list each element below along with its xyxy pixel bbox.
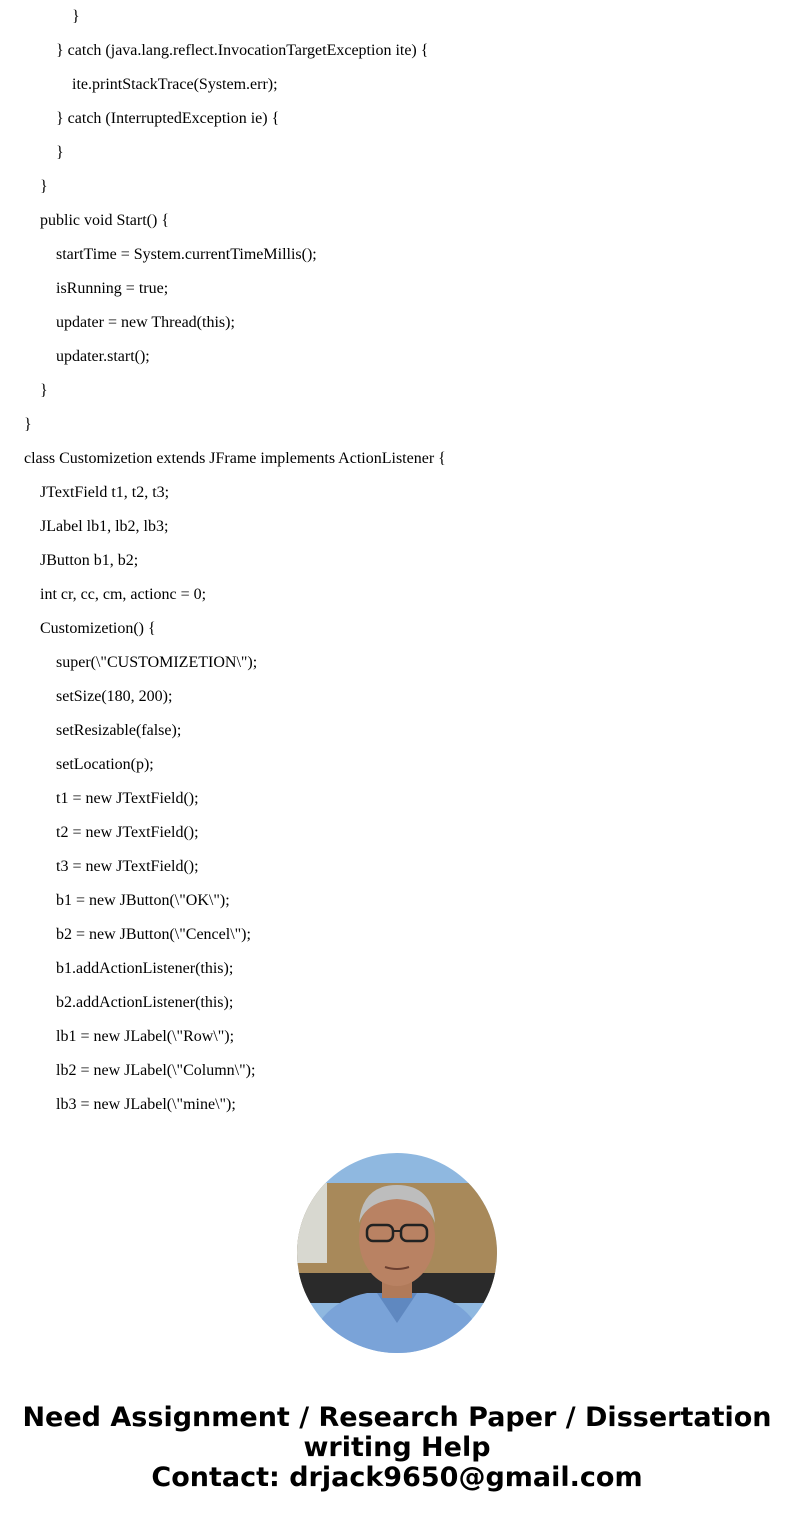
code-line: setLocation(p);: [56, 756, 154, 773]
code-line: super(\"CUSTOMIZETION\");: [56, 654, 258, 671]
code-line: setResizable(false);: [56, 722, 182, 739]
code-line: }: [40, 382, 48, 399]
code-line: lb1 = new JLabel(\"Row\");: [56, 1028, 235, 1045]
code-line: b2.addActionListener(this);: [56, 994, 234, 1011]
code-line: } catch (java.lang.reflect.InvocationTargetException ite) {: [56, 42, 429, 59]
code-line: setSize(180, 200);: [56, 688, 173, 705]
code-line: JButton b1, b2;: [40, 552, 139, 569]
promo-line-1: Need Assignment / Research Paper / Dissertation: [22, 1402, 772, 1433]
author-photo: [297, 1153, 497, 1353]
code-line: b1.addActionListener(this);: [56, 960, 234, 977]
code-line: lb3 = new JLabel(\"mine\");: [56, 1096, 236, 1113]
code-line: isRunning = true;: [56, 280, 169, 297]
code-line: Customizetion() {: [40, 620, 156, 637]
code-line: int cr, cc, cm, actionc = 0;: [40, 586, 207, 603]
code-line: JTextField t1, t2, t3;: [40, 484, 170, 501]
promo-line-2: writing Help: [303, 1432, 491, 1463]
code-line: updater = new Thread(this);: [56, 314, 235, 331]
code-line: }: [40, 178, 48, 195]
code-line: updater.start();: [56, 348, 150, 365]
code-line: b2 = new JButton(\"Cencel\");: [56, 926, 251, 943]
code-line: }: [56, 144, 64, 161]
code-line: JLabel lb1, lb2, lb3;: [40, 518, 169, 535]
code-line: }: [24, 416, 32, 433]
code-line: b1 = new JButton(\"OK\");: [56, 892, 230, 909]
code-line: ite.printStackTrace(System.err);: [72, 76, 278, 93]
promo-banner: [0, 1403, 794, 1493]
code-line: } catch (InterruptedException ie) {: [56, 110, 280, 127]
code-line: t2 = new JTextField();: [56, 824, 199, 841]
promo-contact: Contact: drjack9650@gmail.com: [151, 1462, 643, 1493]
code-line: startTime = System.currentTimeMillis();: [56, 246, 317, 263]
code-line: lb2 = new JLabel(\"Column\");: [56, 1062, 256, 1079]
code-line: }: [72, 8, 80, 25]
code-line: t1 = new JTextField();: [56, 790, 199, 807]
portrait-image: [297, 1153, 497, 1353]
code-line: t3 = new JTextField();: [56, 858, 199, 875]
code-line: public void Start() {: [40, 212, 169, 229]
code-line: class Customizetion extends JFrame implements ActionListener {: [24, 450, 446, 467]
